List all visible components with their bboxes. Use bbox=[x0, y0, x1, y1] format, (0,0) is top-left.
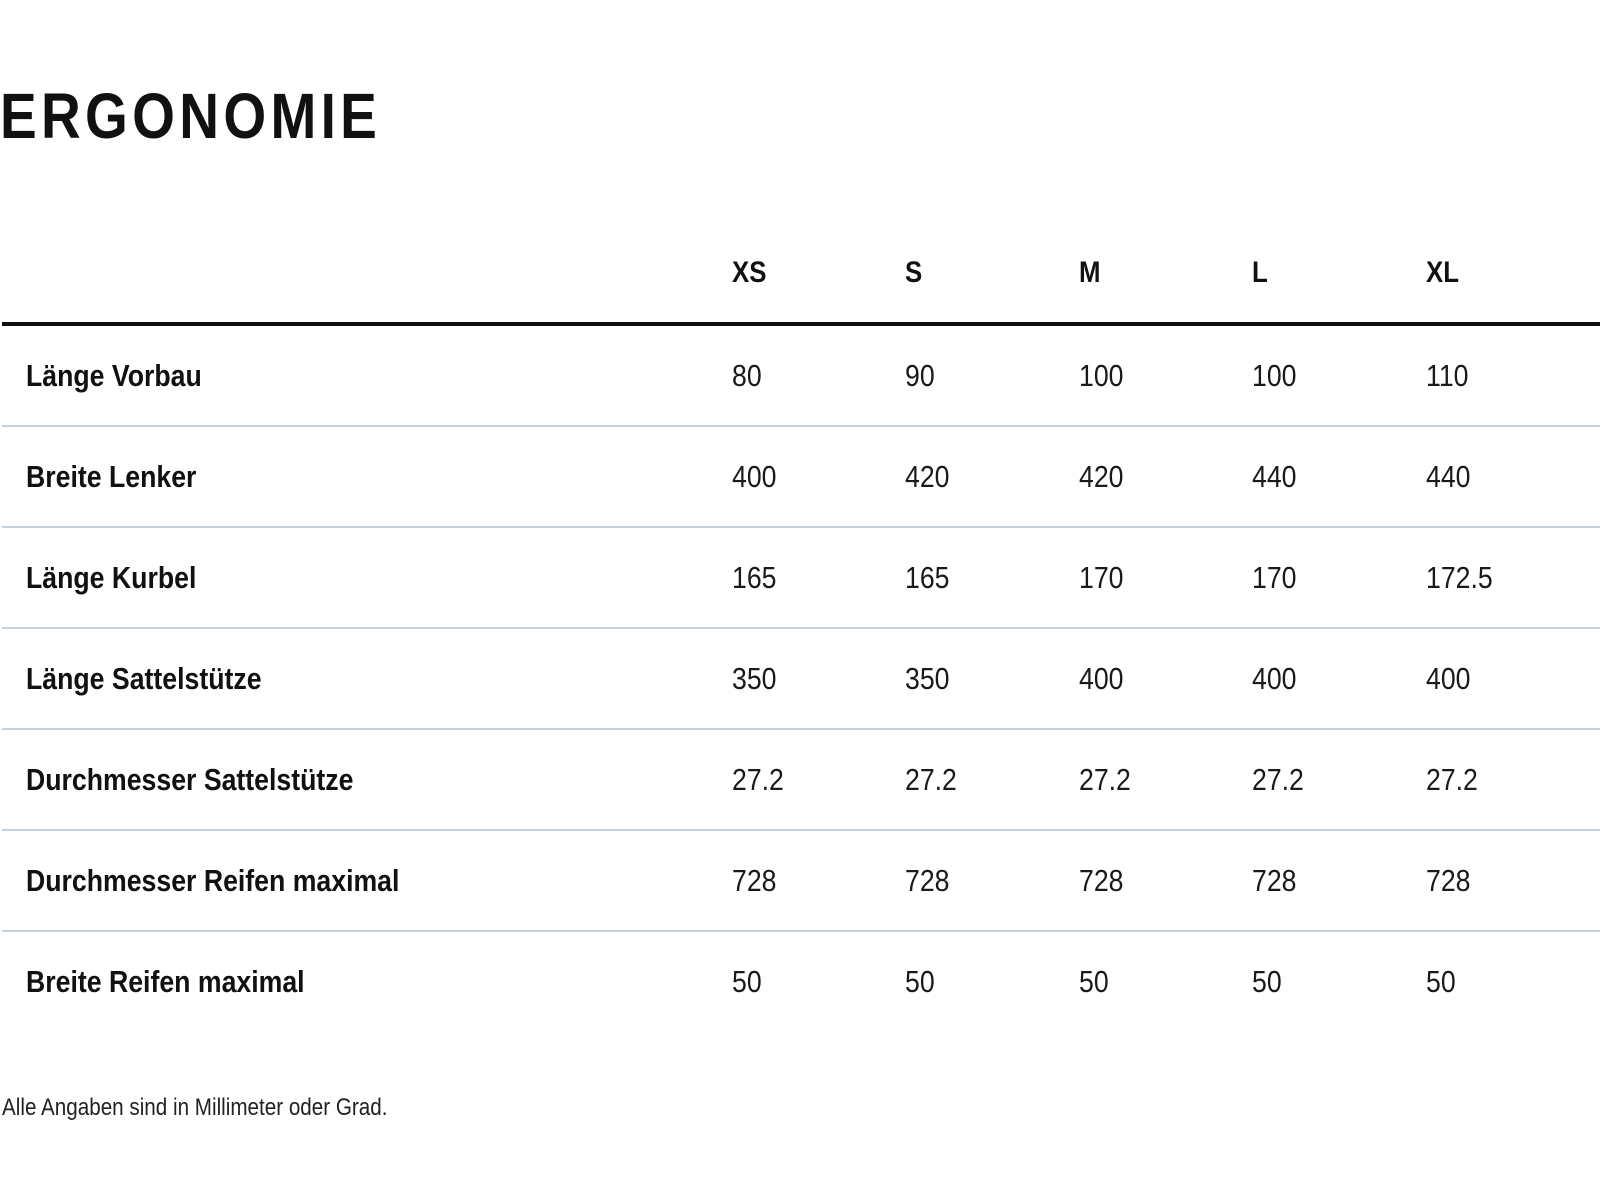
table-cell: 400 bbox=[732, 459, 777, 494]
column-header-xs: XS bbox=[732, 256, 767, 289]
table-cell: 50 bbox=[905, 964, 935, 999]
table-cell: 728 bbox=[1252, 863, 1297, 898]
row-label: Länge Sattelstütze bbox=[26, 661, 262, 696]
table-cell: 728 bbox=[1426, 863, 1471, 898]
table-cell: 172.5 bbox=[1426, 560, 1493, 595]
table-row bbox=[2, 427, 1600, 528]
row-label: Durchmesser Sattelstütze bbox=[26, 762, 354, 797]
table-cell: 27.2 bbox=[1426, 762, 1478, 797]
table-cell: 165 bbox=[905, 560, 950, 595]
table-cell: 728 bbox=[732, 863, 777, 898]
row-label: Länge Kurbel bbox=[26, 560, 197, 595]
table-cell: 728 bbox=[905, 863, 950, 898]
table-row bbox=[2, 326, 1600, 427]
table-row bbox=[2, 932, 1600, 1033]
units-footnote: Alle Angaben sind in Millimeter oder Grad. bbox=[2, 1094, 388, 1121]
table-cell: 50 bbox=[1426, 964, 1456, 999]
table-cell: 50 bbox=[732, 964, 762, 999]
table-row bbox=[2, 629, 1600, 730]
column-header-l: L bbox=[1252, 256, 1268, 289]
table-cell: 170 bbox=[1252, 560, 1297, 595]
table-cell: 420 bbox=[1079, 459, 1124, 494]
table-cell: 165 bbox=[732, 560, 777, 595]
row-label: Länge Vorbau bbox=[26, 358, 202, 393]
table-cell: 420 bbox=[905, 459, 950, 494]
row-label: Breite Reifen maximal bbox=[26, 964, 305, 999]
table-cell: 27.2 bbox=[905, 762, 957, 797]
table-cell: 400 bbox=[1079, 661, 1124, 696]
table-cell: 80 bbox=[732, 358, 762, 393]
table-cell: 400 bbox=[1252, 661, 1297, 696]
table-cell: 100 bbox=[1252, 358, 1297, 393]
table-header bbox=[2, 222, 1600, 326]
table-cell: 90 bbox=[905, 358, 935, 393]
table-cell: 350 bbox=[732, 661, 777, 696]
table-cell: 100 bbox=[1079, 358, 1124, 393]
table-cell: 27.2 bbox=[1252, 762, 1304, 797]
table-cell: 50 bbox=[1252, 964, 1282, 999]
table-cell: 50 bbox=[1079, 964, 1109, 999]
table-row bbox=[2, 730, 1600, 831]
table-cell: 440 bbox=[1426, 459, 1471, 494]
table-row bbox=[2, 528, 1600, 629]
table-cell: 400 bbox=[1426, 661, 1471, 696]
column-header-m: M bbox=[1079, 256, 1101, 289]
column-header-xl: XL bbox=[1426, 256, 1459, 289]
table-row bbox=[2, 831, 1600, 932]
row-label: Durchmesser Reifen maximal bbox=[26, 863, 400, 898]
table-cell: 27.2 bbox=[1079, 762, 1131, 797]
table-cell: 728 bbox=[1079, 863, 1124, 898]
column-header-s: S bbox=[905, 256, 923, 289]
table-cell: 440 bbox=[1252, 459, 1297, 494]
table-cell: 170 bbox=[1079, 560, 1124, 595]
table-cell: 350 bbox=[905, 661, 950, 696]
table-cell: 110 bbox=[1426, 358, 1469, 393]
table-cell: 27.2 bbox=[732, 762, 784, 797]
geometry-table bbox=[2, 222, 1600, 1033]
page-title: ERGONOMIE bbox=[0, 80, 382, 152]
row-label: Breite Lenker bbox=[26, 459, 197, 494]
